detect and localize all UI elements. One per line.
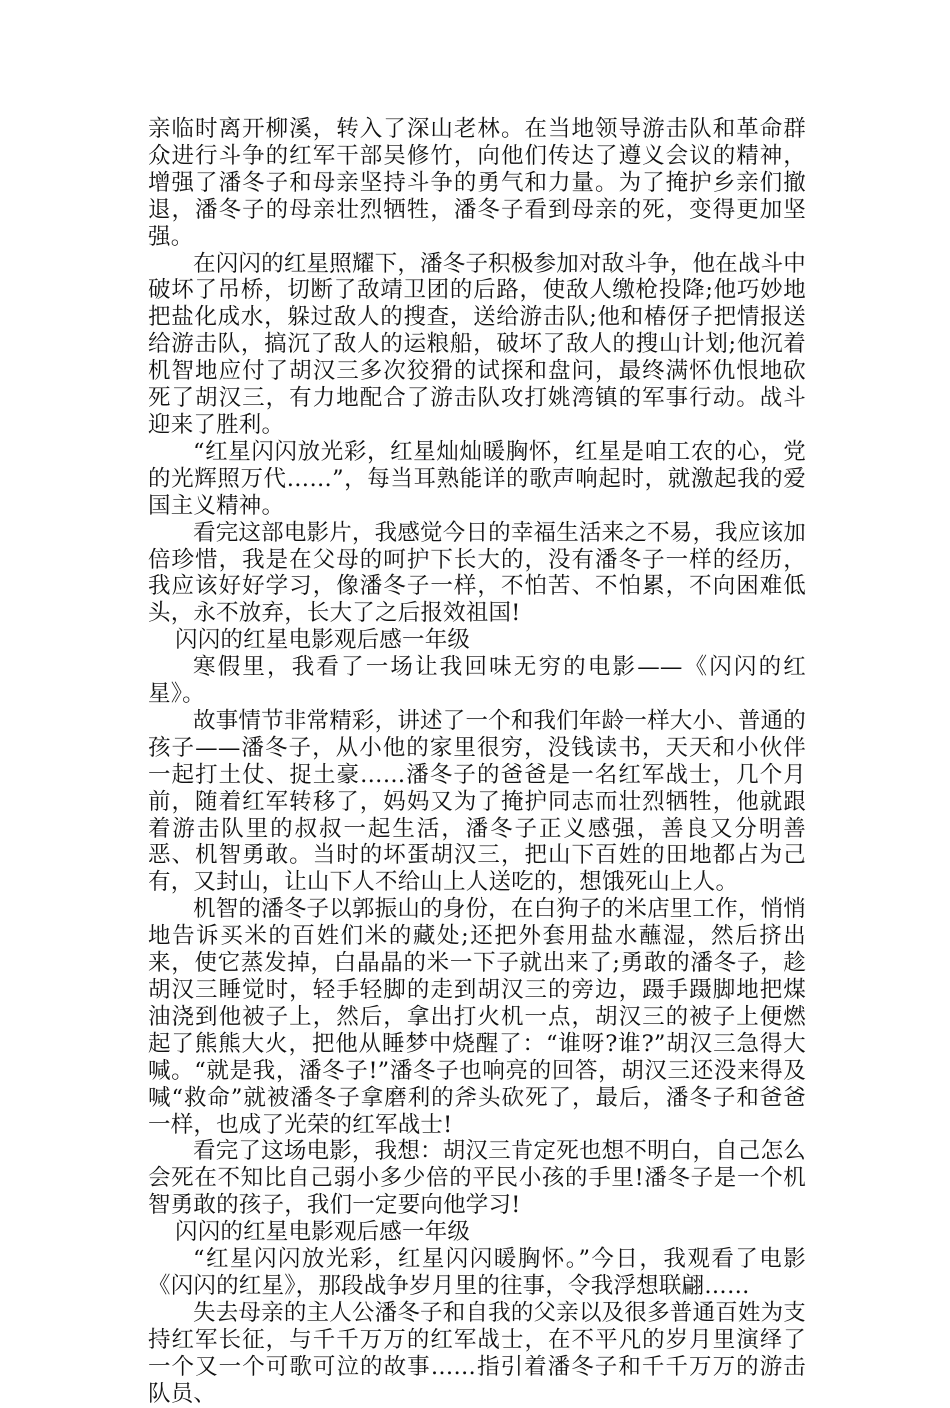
paragraph-3: “红星闪闪放光彩，红星灿灿暖胸怀，红星是咱工农的心，党的光辉照万代……”，每当耳熟能详的歌声响起时，就激起我的爱国主义精神。 <box>148 438 806 519</box>
paragraph-9: “红星闪闪放光彩，红星闪闪暖胸怀。”今日，我观看了电影《闪闪的红星》，那段战争岁月里的往事，令我浮想联翩…… <box>148 1246 806 1299</box>
paragraph-7: 机智的潘冬子以郭振山的身份，在白狗子的米店里工作，悄悄地告诉买米的百姓们米的藏处;还把外套用盐水蘸湿，然后挤出来，使它蒸发掉，白晶晶的米一下子就出来了;勇敢的潘冬子，趁胡汉三睡觉时，轻手轻脚的走到胡汉三的旁边，蹑手蹑脚地把煤油浇到他被子上，然后，拿出打火机一点，胡汉三的被子上便燃起了熊熊大火，把他从睡梦中烧醒了：“谁呀?谁?”胡汉三急得大喊。“就是我，潘冬子!”潘冬子也响亮的回答，胡汉三还没来得及喊“救命”就被潘冬子拿磨利的斧头砍死了，最后，潘冬子和爸爸一样，也成了光荣的红军战士! <box>148 896 806 1138</box>
paragraph-8: 看完了这场电影，我想：胡汉三肯定死也想不明白，自己怎么会死在不知比自己弱小多少倍的平民小孩的手里!潘冬子是一个机智勇敢的孩子，我们一定要向他学习! <box>148 1138 806 1219</box>
document-page <box>148 116 806 1408</box>
section-heading-1: 闪闪的红星电影观后感一年级 <box>175 627 471 654</box>
paragraph-6: 故事情节非常精彩，讲述了一个和我们年龄一样大小、普通的孩子——潘冬子，从小他的家里很穷，没钱读书，天天和小伙伴一起打土仗、捉土豪……潘冬子的爸爸是一名红军战士，几个月前，随着红军转移了，妈妈又为了掩护同志而壮烈牺牲，他就跟着游击队里的叔叔一起生活，潘冬子正义感强，善良又分明善恶、机智勇敢。当时的坏蛋胡汉三，把山下百姓的田地都占为己有，又封山，让山下人不给山上人送吃的，想饿死山上人。 <box>148 707 806 896</box>
paragraph-10: 失去母亲的主人公潘冬子和自我的父亲以及很多普通百姓为支持红军长征，与千千万万的红军战士，在不平凡的岁月里演绎了一个又一个可歌可泣的故事……指引着潘冬子和千千万万的游击队员、 <box>148 1299 806 1407</box>
paragraph-5: 寒假里，我看了一场让我回味无穷的电影——《闪闪的红星》。 <box>148 654 806 708</box>
section-heading-2: 闪闪的红星电影观后感一年级 <box>175 1219 471 1246</box>
paragraph-2: 在闪闪的红星照耀下，潘冬子积极参加对敌斗争，他在战斗中破坏了吊桥，切断了敌靖卫团的后路，使敌人缴枪投降;他巧妙地把盐化成水，躲过敌人的搜查，送给游击队;他和椿伢子把情报送给游击队，搞沉了敌人的运粮船，破坏了敌人的搜山计划;他沉着机智地应付了胡汉三多次狡猾的试探和盘问，最终满怀仇恨地砍死了胡汉三，有力地配合了游击队攻打姚湾镇的军事行动。战斗迎来了胜利。 <box>148 250 806 438</box>
paragraph-1: 亲临时离开柳溪，转入了深山老林。在当地领导游击队和革命群众进行斗争的红军干部吴修竹，向他们传达了遵义会议的精神，增强了潘冬子和母亲坚持斗争的勇气和力量。为了掩护乡亲们撤退，潘冬子的母亲壮烈牺牲，潘冬子看到母亲的死，变得更加坚强。 <box>148 116 806 250</box>
paragraph-4: 看完这部电影片，我感觉今日的幸福生活来之不易，我应该加倍珍惜，我是在父母的呵护下长大的，没有潘冬子一样的经历，我应该好好学习，像潘冬子一样，不怕苦、不怕累，不向困难低头，永不放弃，长大了之后报效祖国! <box>148 519 806 627</box>
